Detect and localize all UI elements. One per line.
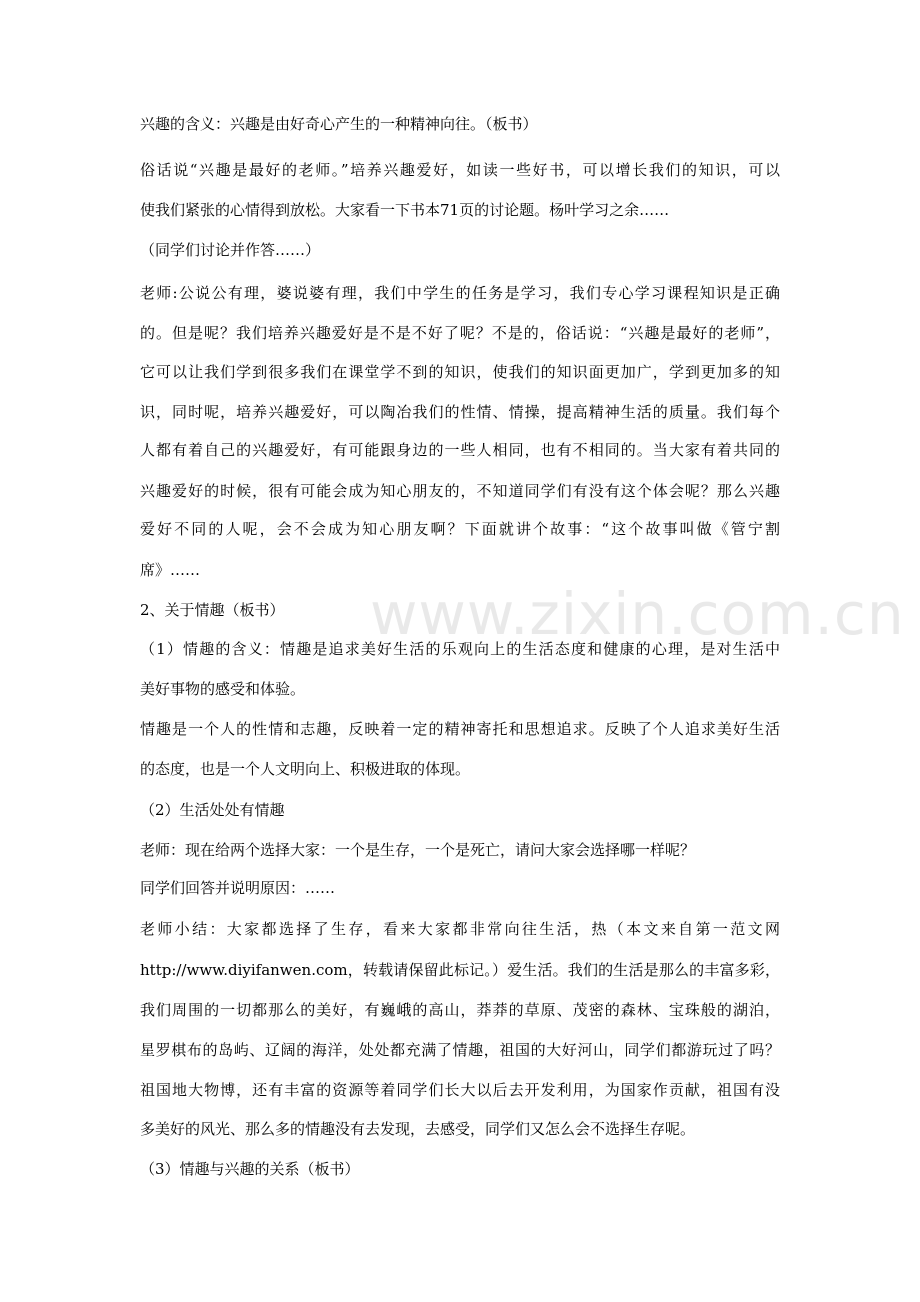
paragraph-line: 同学们回答并说明原因：…… (140, 879, 336, 897)
watermark: www.zixin.com.cn (370, 580, 905, 648)
paragraph-line: 美好事物的感受和体验。 (140, 680, 306, 698)
paragraph-line: 兴趣爱好的时候，很有可能会成为知心朋友的，不知道同学们有没有这个体会呢？那么兴趣 (140, 482, 780, 500)
paragraph-line: 我们周围的一切都那么的美好，有巍峨的高山，莽莽的草原、茂密的森林、宝珠般的湖泊， (140, 1001, 780, 1019)
paragraph-line: 席》…… (140, 561, 201, 579)
paragraph-line: 情趣是一个人的性情和志趣，反映着一定的精神寄托和思想追求。反映了个人追求美好生活 (140, 720, 780, 738)
paragraph-line: 人都有着自己的兴趣爱好，有可能跟身边的一些人相同，也有不相同的。当大家有着共同的 (140, 441, 780, 459)
paragraph-line: http://www.diyifanwen.com，转载请保留此标记。）爱生活。我们的生活是那么的丰富多彩， (140, 961, 780, 979)
paragraph-line: 俗话说“兴趣是最好的老师。”培养兴趣爱好，如读一些好书，可以增长我们的知识，可以 (140, 161, 780, 179)
paragraph-line: （1）情趣的含义：情趣是追求美好生活的乐观向上的生活态度和健康的心理，是对生活中 (140, 640, 780, 658)
paragraph-line: （同学们讨论并作答……） (140, 241, 321, 259)
paragraph-line: 老师:公说公有理，婆说婆有理，我们中学生的任务是学习，我们专心学习课程知识是正确 (140, 284, 780, 302)
paragraph-line: 的态度，也是一个人文明向上、积极进取的体现。 (140, 760, 471, 778)
paragraph-line: 祖国地大物博，还有丰富的资源等着同学们长大以后去开发利用，为国家作贡献，祖国有没 (140, 1081, 780, 1099)
section-heading: 2、关于情趣（板书） (140, 601, 285, 619)
paragraph-line: 它可以让我们学到很多我们在课堂学不到的知识，使我们的知识面更加广，学到更加多的知 (140, 363, 780, 381)
paragraph-line: 老师小结：大家都选择了生存，看来大家都非常向往生活，热（本文来自第一范文网 (140, 920, 780, 938)
paragraph-line: 兴趣的含义：兴趣是由好奇心产生的一种精神向往。（板书） (140, 115, 538, 133)
paragraph-line: 爱好不同的人呢，会不会成为知心朋友啊？下面就讲个故事：“这个故事叫做《管宁割 (140, 520, 780, 538)
paragraph-line: 老师：现在给两个选择大家：一个是生存，一个是死亡，请问大家会选择哪一样呢？ (140, 841, 696, 859)
paragraph-line: 的。但是呢？我们培养兴趣爱好是不是不好了呢？不是的，俗话说：“兴趣是最好的老师”， (140, 324, 780, 342)
paragraph-line: 星罗棋布的岛屿、辽阔的海洋，处处都充满了情趣，祖国的大好河山，同学们都游玩过了吗？ (140, 1041, 780, 1059)
paragraph-line: 多美好的风光、那么多的情趣没有去发现，去感受，同学们又怎么会不选择生存呢。 (140, 1120, 696, 1138)
subsection-heading: （2）生活处处有情趣 (140, 801, 285, 819)
subsection-heading: （3）情趣与兴趣的关系（板书） (140, 1160, 360, 1178)
paragraph-line: 识，同时呢，培养兴趣爱好，可以陶冶我们的性情、情操，提高精神生活的质量。我们每个 (140, 403, 780, 421)
paragraph-line: 使我们紧张的心情得到放松。大家看一下书本71页的讨论题。杨叶学习之余…… (140, 201, 670, 219)
